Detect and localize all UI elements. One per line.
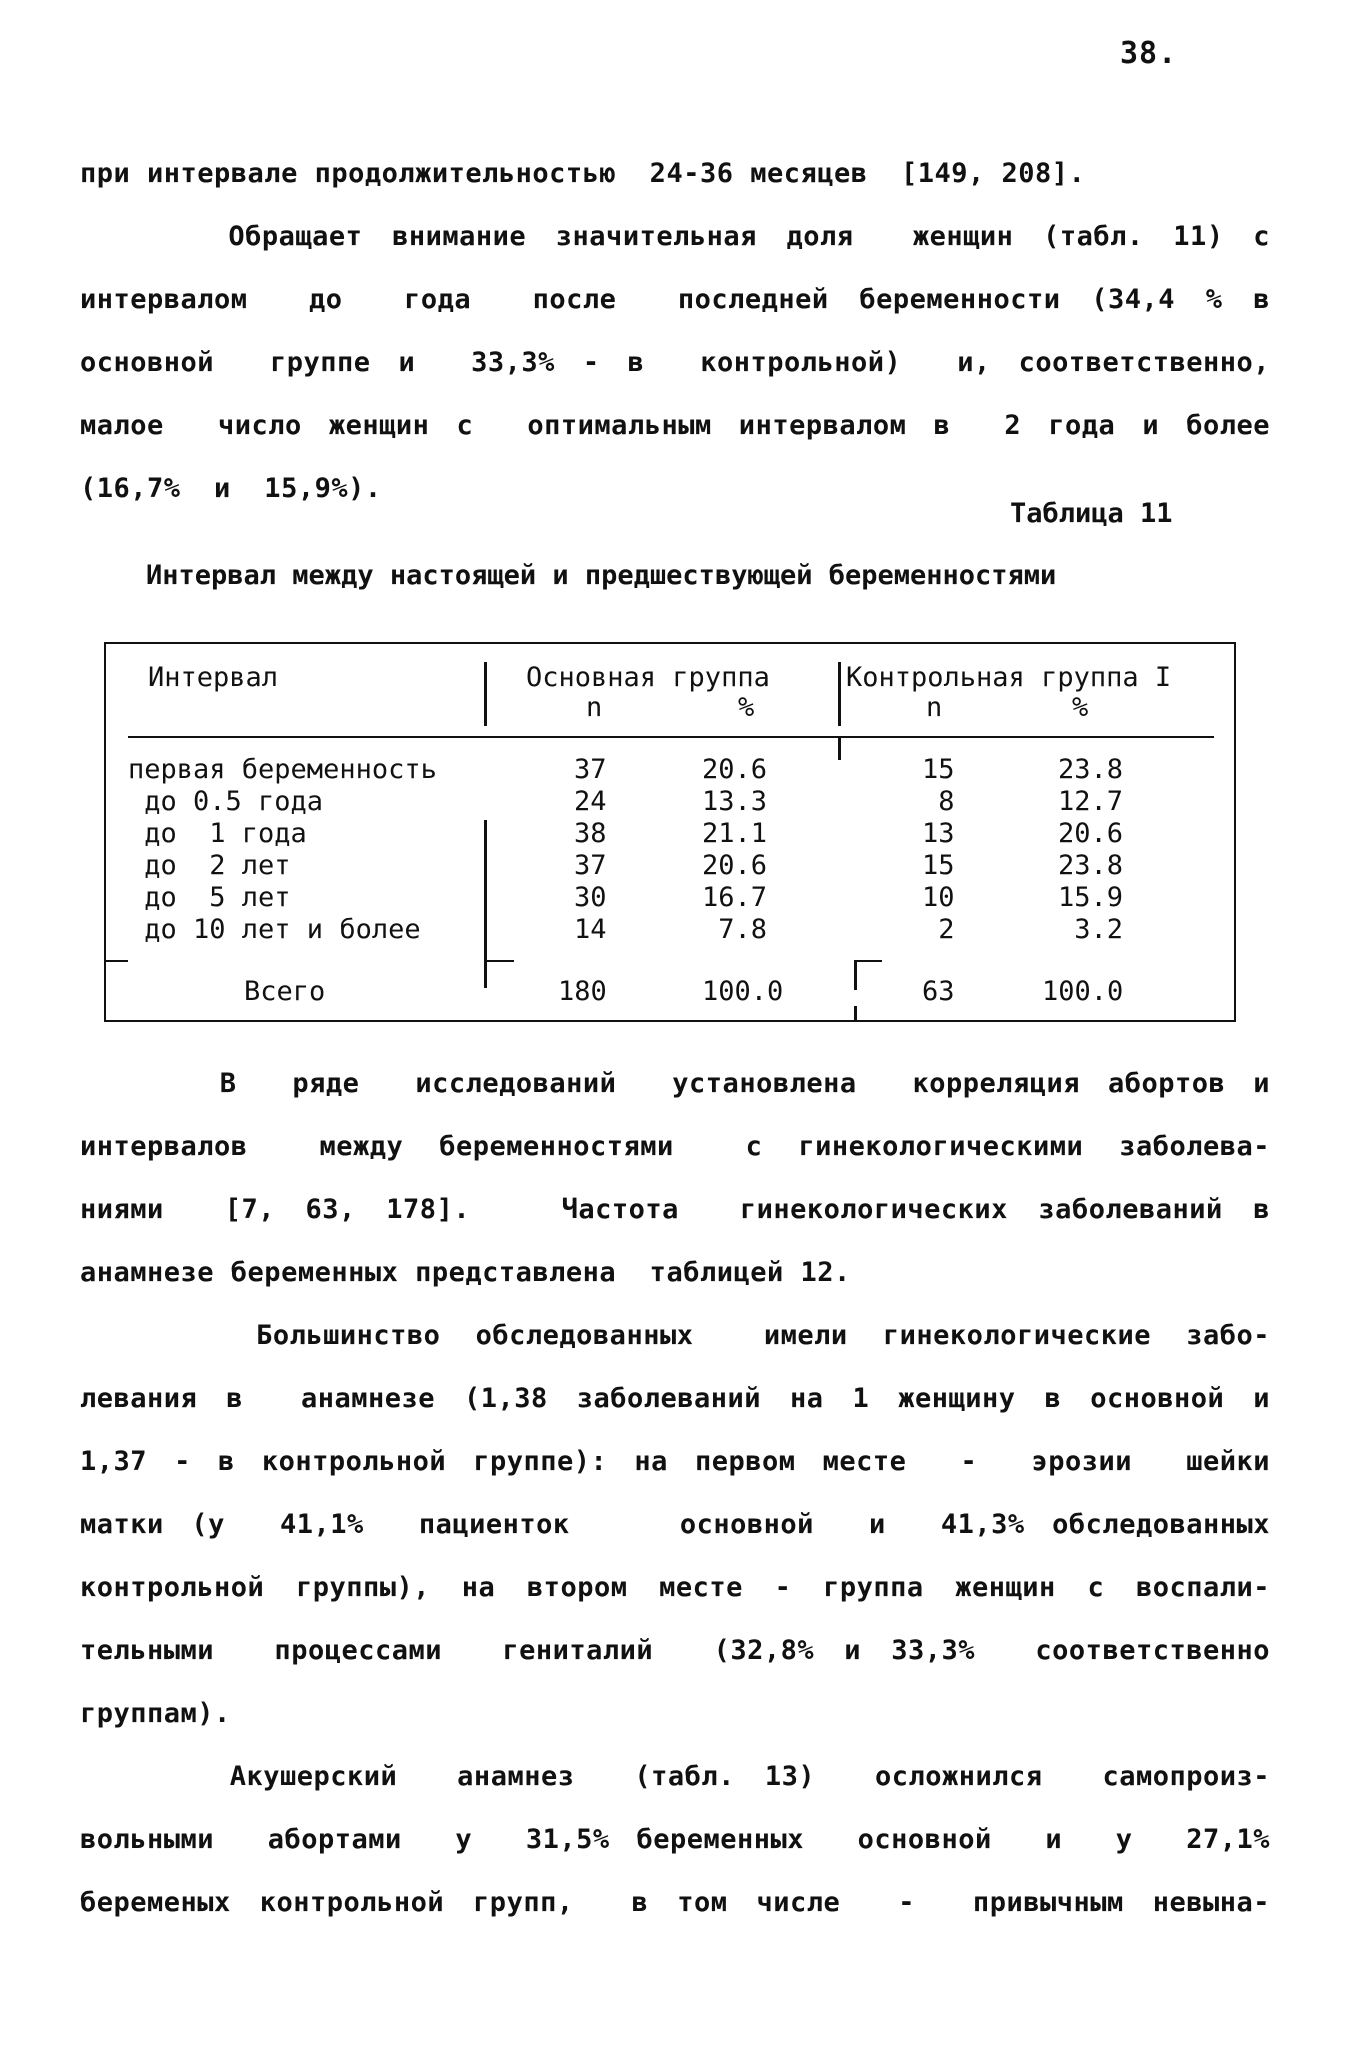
table-label: Таблица 11 bbox=[1010, 498, 1173, 529]
header-pct-main: % bbox=[738, 692, 755, 723]
header-pct-control: % bbox=[1072, 692, 1089, 723]
header-main-group: Основная группа bbox=[526, 662, 770, 693]
row-n-main: 37 bbox=[574, 754, 607, 785]
text-line: анамнезе беременных представлена таблицей 12. bbox=[80, 1257, 851, 1288]
row-label: до 2 лет bbox=[128, 850, 291, 881]
text-line: малое число женщин с оптимальным интервалом в 2 года и более bbox=[80, 410, 1270, 441]
row-pct-main: 20.6 bbox=[702, 754, 768, 785]
row-n-main: 38 bbox=[574, 818, 607, 849]
paragraph-block-bottom bbox=[80, 1052, 1270, 1934]
text-line: вольными абортами у 31,5% беременных основной и у 27,1% bbox=[80, 1824, 1270, 1855]
text-line: В ряде исследований установлена корреляция абортов и bbox=[80, 1068, 1270, 1099]
interval-table bbox=[104, 642, 1236, 1022]
text-line: ниями [7, 63, 178]. Частота гинекологических заболеваний в bbox=[80, 1194, 1270, 1225]
tick-rule bbox=[854, 1006, 857, 1022]
column-rule bbox=[838, 736, 841, 760]
row-n-control: 15 bbox=[922, 850, 955, 881]
column-rule bbox=[484, 662, 487, 726]
tick-rule bbox=[854, 960, 857, 990]
text-line: контрольной группы), на втором месте - группа женщин с воспали- bbox=[80, 1572, 1270, 1603]
text-line: левания в анамнезе (1,38 заболеваний на 1 женщину в основной и bbox=[80, 1383, 1270, 1414]
column-rule bbox=[838, 662, 841, 726]
row-n-main: 24 bbox=[574, 786, 607, 817]
text-line: интервалов между беременностями с гинекологическими заболева- bbox=[80, 1131, 1270, 1162]
row-label: до 5 лет bbox=[128, 882, 291, 913]
text-line: интервалом до года после последней беременности (34,4 % в bbox=[80, 284, 1270, 315]
text-line: беременых контрольной групп, в том числе - привычным невына- bbox=[80, 1887, 1270, 1918]
row-n-control: 15 bbox=[922, 754, 955, 785]
header-rule bbox=[128, 736, 1214, 738]
column-rule bbox=[484, 820, 487, 988]
row-pct-control: 23.8 bbox=[1058, 850, 1124, 881]
row-n-main: 14 bbox=[574, 914, 607, 945]
text-line: тельными процессами гениталий (32,8% и 33,3% соответственно bbox=[80, 1635, 1270, 1666]
row-pct-main: 16.7 bbox=[702, 882, 768, 913]
text-line: 1,37 - в контрольной группе): на первом месте - эрозии шейки bbox=[80, 1446, 1270, 1477]
text-line: основной группе и 33,3% - в контрольной) и, соответственно, bbox=[80, 347, 1270, 378]
row-n-control: 10 bbox=[922, 882, 955, 913]
text-line: при интервале продолжительностью 24-36 месяцев [149, 208]. bbox=[80, 158, 1086, 189]
row-label: до 0.5 года bbox=[128, 786, 324, 817]
row-pct-control: 12.7 bbox=[1058, 786, 1124, 817]
row-label: первая беременность bbox=[128, 754, 437, 785]
paragraph-block-top bbox=[80, 142, 1270, 520]
row-n-control: 8 bbox=[922, 786, 955, 817]
header-n-control: n bbox=[926, 692, 943, 723]
row-n-main: 30 bbox=[574, 882, 607, 913]
text-line: Акушерский анамнез (табл. 13) осложнился самопроиз- bbox=[80, 1761, 1270, 1792]
total-pct-control: 100.0 bbox=[1042, 976, 1124, 1007]
tick-rule bbox=[484, 960, 514, 962]
header-n-main: n bbox=[586, 692, 603, 723]
text-line: (16,7% и 15,9%). bbox=[80, 473, 382, 504]
row-label: до 1 года bbox=[128, 818, 307, 849]
text-line: Обращает внимание значительная доля женщин (табл. 11) с bbox=[80, 221, 1270, 252]
row-pct-control: 23.8 bbox=[1058, 754, 1124, 785]
row-pct-main: 20.6 bbox=[702, 850, 768, 881]
total-n-control: 63 bbox=[922, 976, 955, 1007]
row-pct-main: 13.3 bbox=[702, 786, 768, 817]
total-label: Всего bbox=[244, 976, 326, 1007]
row-pct-main: 7.8 bbox=[702, 914, 768, 945]
row-label: до 10 лет и более bbox=[128, 914, 421, 945]
total-n-main: 180 bbox=[558, 976, 607, 1007]
row-n-control: 2 bbox=[922, 914, 955, 945]
page-number: 38. bbox=[1120, 36, 1178, 71]
text-line: группам). bbox=[80, 1698, 231, 1729]
tick-rule bbox=[106, 960, 128, 962]
text-line: Большинство обследованных имели гинекологические забо- bbox=[80, 1320, 1270, 1351]
row-pct-main: 21.1 bbox=[702, 818, 768, 849]
row-pct-control: 20.6 bbox=[1058, 818, 1124, 849]
total-pct-main: 100.0 bbox=[702, 976, 784, 1007]
row-pct-control: 3.2 bbox=[1058, 914, 1124, 945]
row-pct-control: 15.9 bbox=[1058, 882, 1124, 913]
table-title: Интервал между настоящей и предшествующей беременностями bbox=[146, 560, 1057, 591]
text-line: матки (у 41,1% пациенток основной и 41,3% обследованных bbox=[80, 1509, 1270, 1540]
tick-rule bbox=[854, 960, 882, 962]
header-interval: Интервал bbox=[148, 662, 279, 693]
row-n-control: 13 bbox=[922, 818, 955, 849]
header-control-group: Контрольная группа I bbox=[846, 662, 1172, 693]
row-n-main: 37 bbox=[574, 850, 607, 881]
